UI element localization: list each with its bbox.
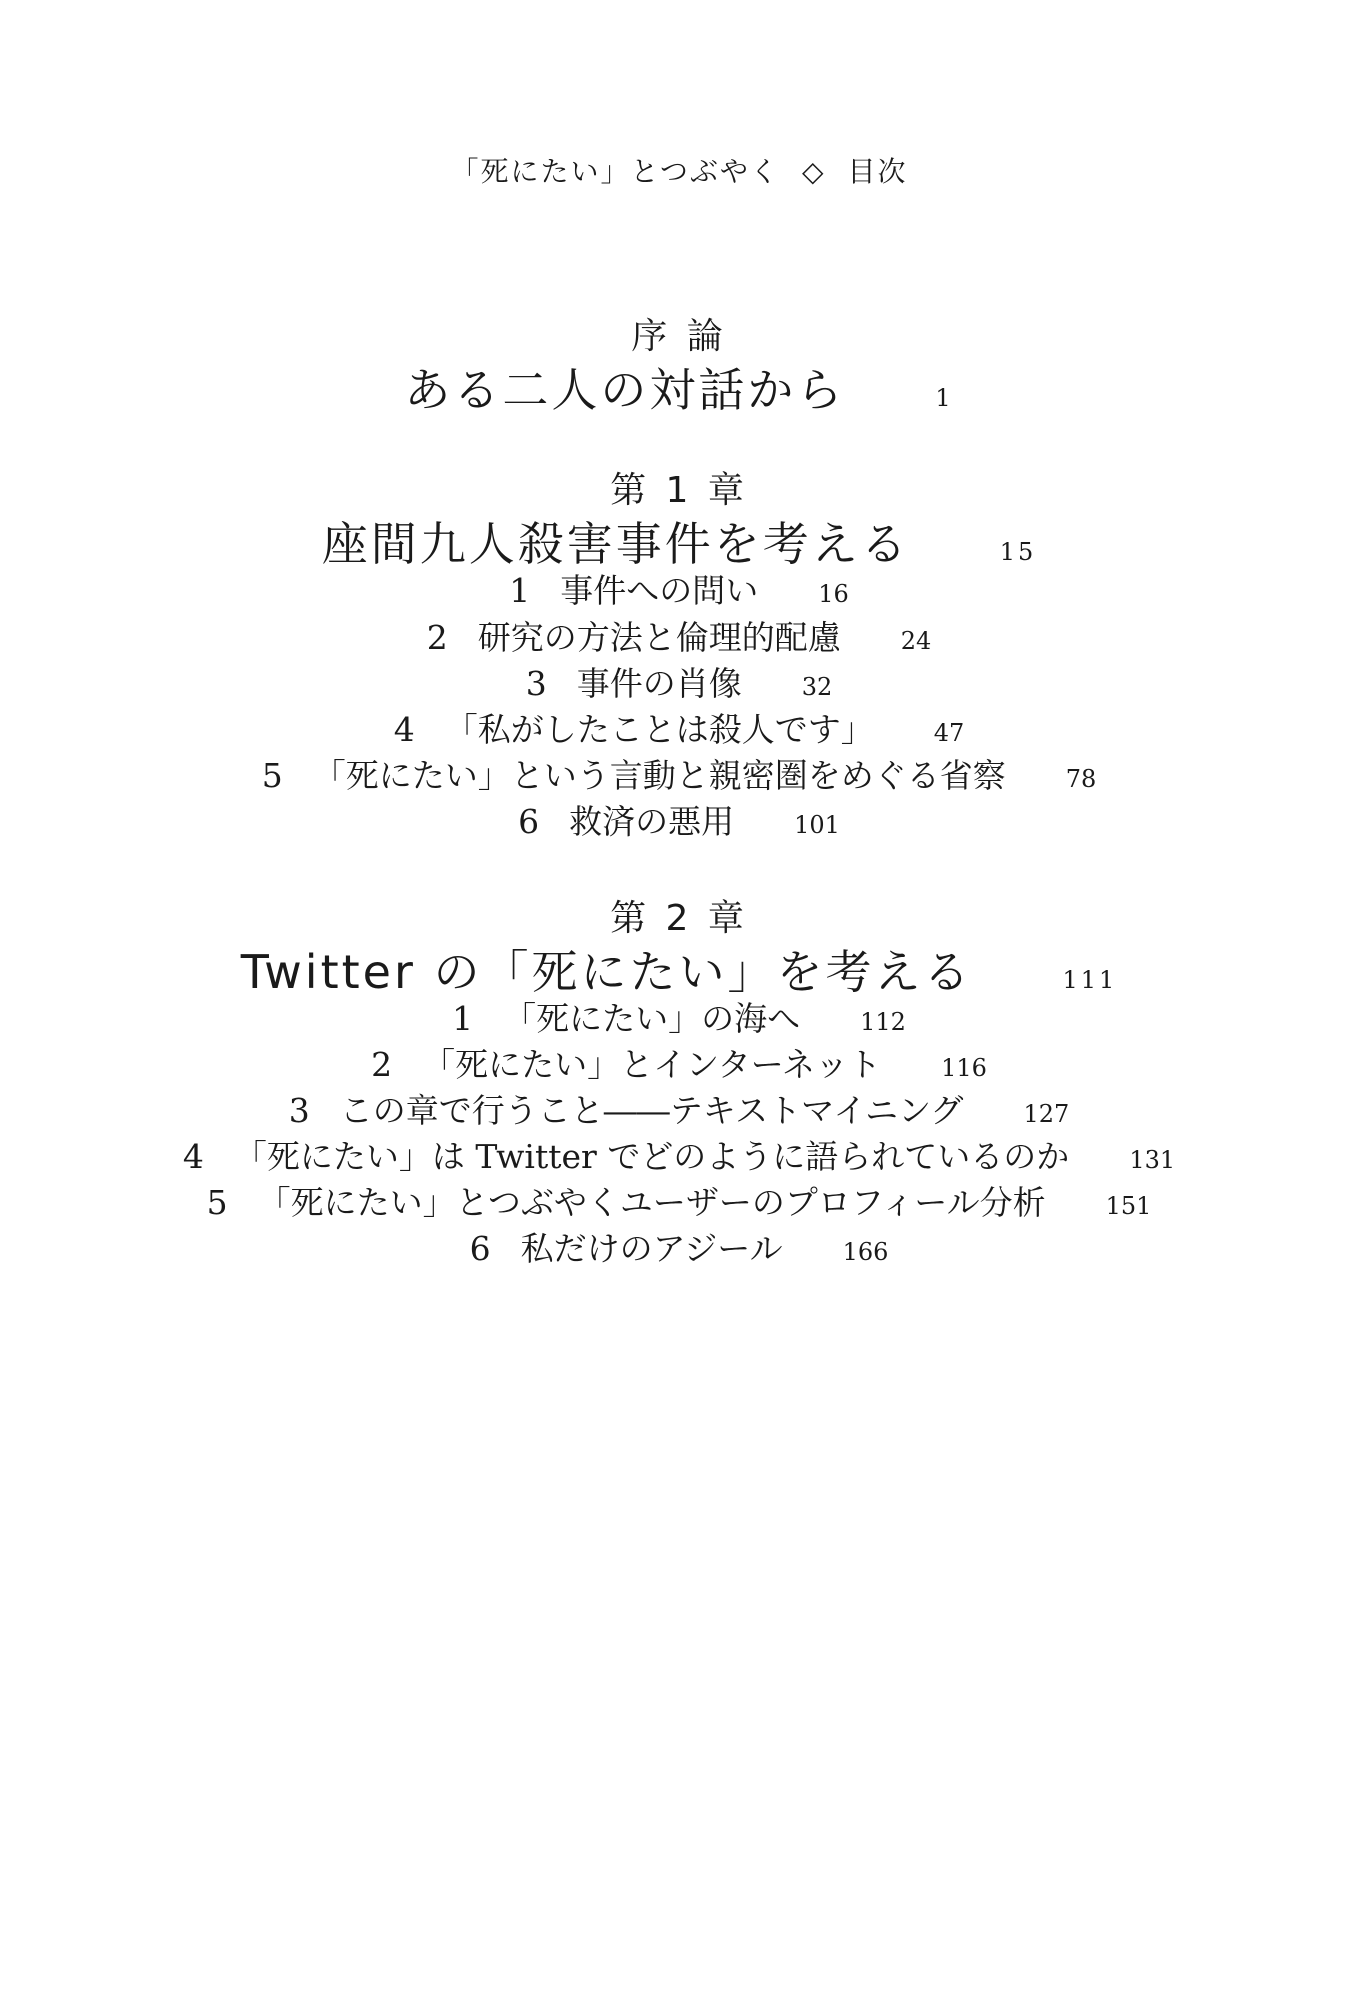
running-header xyxy=(0,150,1358,190)
book-title: 「死にたい」とつぶやく xyxy=(450,155,780,188)
entry-number: 2 xyxy=(371,1045,393,1084)
toc-entry-2-5[interactable] xyxy=(0,1177,1358,1224)
toc-entry-1-6[interactable] xyxy=(0,796,1358,843)
entry-page-number: 101 xyxy=(794,811,840,839)
entry-page-number: 78 xyxy=(1065,765,1097,793)
entry-number: 6 xyxy=(469,1229,491,1268)
toc-label: 目次 xyxy=(847,155,908,188)
toc-entry-2-2[interactable] xyxy=(0,1039,1358,1086)
entry-page-number: 116 xyxy=(941,1054,987,1082)
entry-number: 5 xyxy=(206,1183,228,1222)
entry-title: 「死にたい」という言動と親密圏をめぐる省察 xyxy=(312,756,1006,795)
entry-number: 6 xyxy=(518,802,540,841)
entry-number: 1 xyxy=(452,999,474,1038)
toc-entry-2-3[interactable] xyxy=(0,1085,1358,1132)
entry-title: 「私がしたことは殺人です」 xyxy=(444,710,874,749)
entry-number: 2 xyxy=(426,618,448,657)
toc-entry-2-4[interactable] xyxy=(0,1131,1358,1178)
intro-label: 序 論 xyxy=(631,316,727,357)
entry-title: 「死にたい」とつぶやくユーザーのプロフィール分析 xyxy=(257,1183,1046,1222)
intro-title: ある二人の対話から xyxy=(404,363,846,417)
entry-page-number: 32 xyxy=(801,673,833,701)
toc-entry-1-2[interactable] xyxy=(0,612,1358,659)
entry-title: この章で行うこと――テキストマイニング xyxy=(339,1091,964,1130)
chapter-2-page-number: 111 xyxy=(1062,966,1118,994)
entry-page-number: 166 xyxy=(842,1238,889,1266)
entry-number: 1 xyxy=(509,571,531,610)
toc-entry-1-1[interactable] xyxy=(0,565,1358,612)
entry-title: 「死にたい」の海へ xyxy=(503,999,801,1038)
chapter-1-title: 座間九人殺害事件を考える xyxy=(321,517,910,571)
intro-title-row[interactable] xyxy=(0,354,1358,420)
entry-number: 4 xyxy=(182,1137,204,1176)
chapter-2-label: 第 2 章 xyxy=(610,898,748,939)
entry-page-number: 24 xyxy=(900,627,932,655)
entry-number: 3 xyxy=(525,664,547,703)
entry-title: 事件の肖像 xyxy=(576,664,742,703)
toc-entry-1-4[interactable] xyxy=(0,704,1358,751)
toc-entry-1-3[interactable] xyxy=(0,658,1358,705)
entry-title: 私だけのアジール xyxy=(520,1229,783,1268)
entry-title: 事件への問い xyxy=(560,571,759,610)
entry-number: 4 xyxy=(393,710,415,749)
chapter-1-page-number: 15 xyxy=(999,538,1037,566)
entry-page-number: 112 xyxy=(860,1008,906,1036)
entry-page-number: 151 xyxy=(1105,1192,1152,1220)
entry-title: 救済の悪用 xyxy=(569,802,735,841)
entry-number: 5 xyxy=(261,756,283,795)
entry-page-number: 131 xyxy=(1129,1146,1176,1174)
entry-number: 3 xyxy=(288,1091,310,1130)
entry-title: 「死にたい」は Twitter でどのように語られているのか xyxy=(233,1137,1070,1176)
entry-title: 研究の方法と倫理的配慮 xyxy=(477,618,841,657)
chapter-2-title: Twitter の「死にたい」を考える xyxy=(240,945,973,999)
entry-page-number: 127 xyxy=(1023,1100,1070,1128)
diamond-icon: ◇ xyxy=(801,155,826,188)
entry-title: 「死にたい」とインターネット xyxy=(422,1045,882,1084)
toc-entry-2-1[interactable] xyxy=(0,993,1358,1040)
toc-entry-2-6[interactable] xyxy=(0,1223,1358,1270)
chapter-1-label: 第 1 章 xyxy=(610,470,748,511)
toc-entry-1-5[interactable] xyxy=(0,750,1358,797)
entry-page-number: 16 xyxy=(818,580,849,608)
intro-page-number: 1 xyxy=(935,384,954,412)
entry-page-number: 47 xyxy=(933,719,965,747)
